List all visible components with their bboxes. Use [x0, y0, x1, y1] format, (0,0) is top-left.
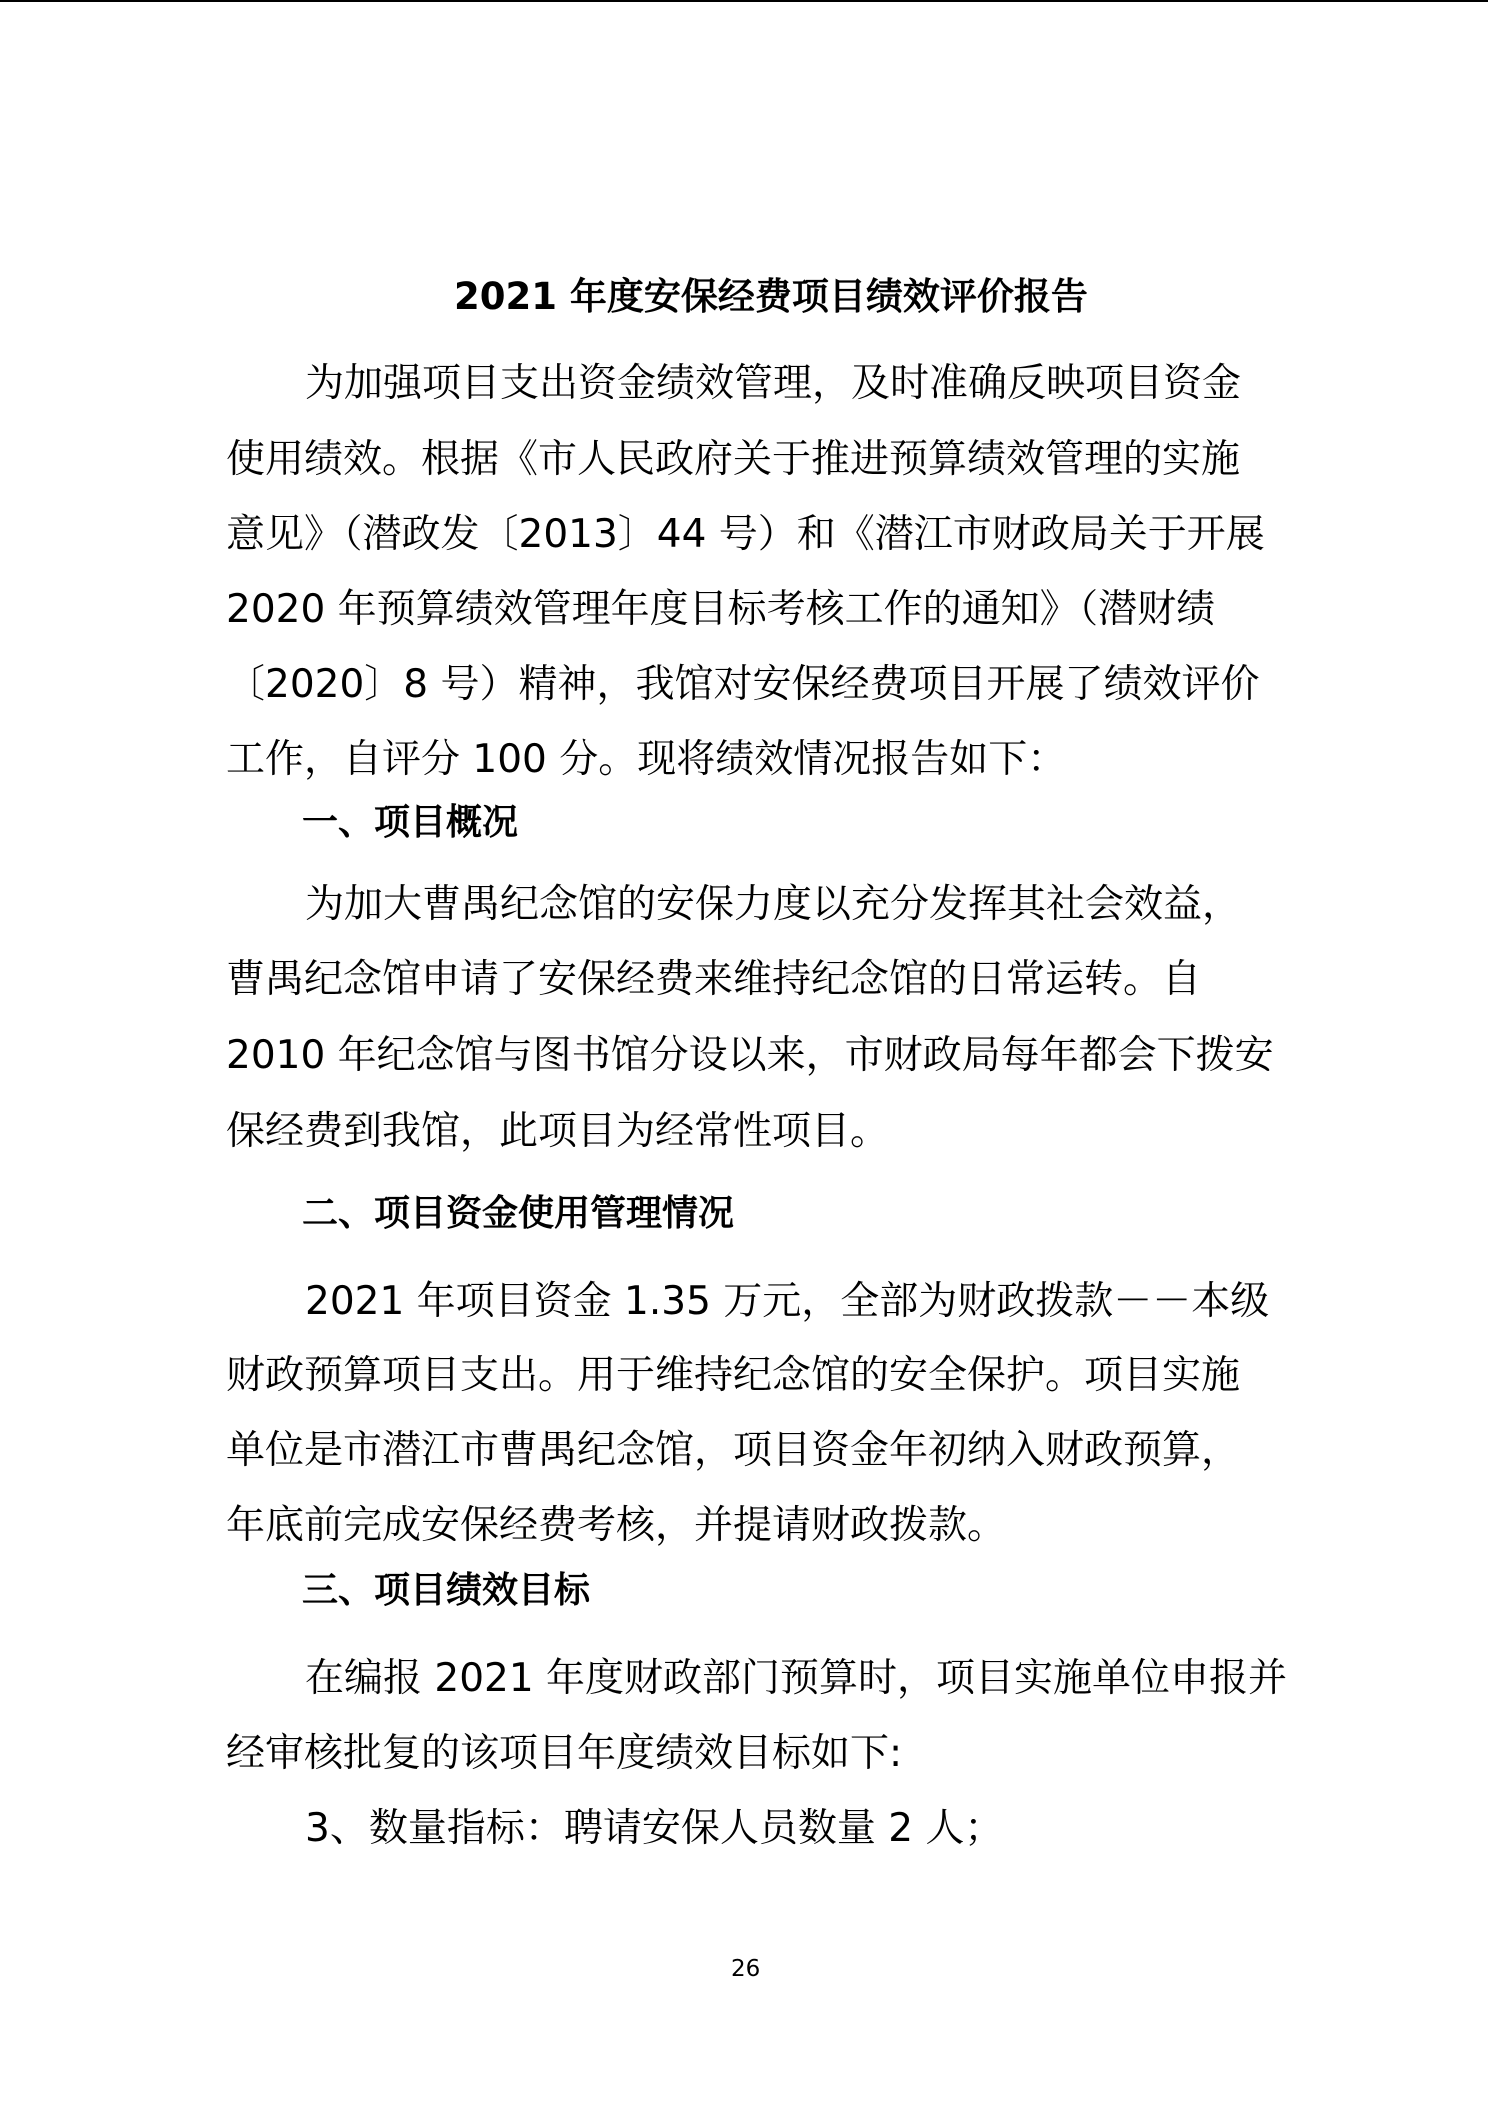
intro-line-1: 为加强项目支出资金绩效管理，及时准确反映项目资金 [305, 361, 1242, 406]
section1-line-3: 2010 年纪念馆与图书馆分设以来，市财政局每年都会下拨安 [226, 1033, 1274, 1078]
intro-line-4: 2020 年预算绩效管理年度目标考核工作的通知》（潜财绩 [226, 587, 1216, 632]
page-top-border [0, 0, 1488, 2]
intro-line-5: 〔2020〕8 号）精神，我馆对安保经费项目开展了绩效评价 [226, 662, 1260, 707]
document-title: 2021 年度安保经费项目绩效评价报告 [454, 275, 1088, 318]
section3-list-item: 3、数量指标：聘请安保人员数量 2 人； [305, 1806, 1004, 1851]
intro-line-6: 工作，自评分 100 分。现将绩效情况报告如下： [226, 737, 1067, 782]
section-heading-2: 二、项目资金使用管理情况 [302, 1193, 735, 1234]
section2-line-4: 年底前完成安保经费考核，并提请财政拨款。 [226, 1503, 1007, 1548]
section-heading-1: 一、项目概况 [302, 802, 519, 843]
section2-line-2: 财政预算项目支出。用于维持纪念馆的安全保护。项目实施 [226, 1353, 1241, 1398]
section2-line-1: 2021 年项目资金 1.35 万元，全部为财政拨款－－本级 [305, 1279, 1270, 1324]
section1-line-4: 保经费到我馆，此项目为经常性项目。 [226, 1109, 890, 1154]
page-number: 26 [731, 1956, 761, 1982]
section3-line-1: 在编报 2021 年度财政部门预算时，项目实施单位申报并 [305, 1656, 1288, 1701]
section-heading-3: 三、项目绩效目标 [302, 1570, 591, 1611]
section3-line-2: 经审核批复的该项目年度绩效目标如下: [226, 1731, 903, 1776]
section2-line-3: 单位是市潜江市曹禺纪念馆，项目资金年初纳入财政预算， [226, 1428, 1241, 1473]
intro-line-2: 使用绩效。根据《市人民政府关于推进预算绩效管理的实施 [226, 437, 1241, 482]
section1-line-2: 曹禺纪念馆申请了安保经费来维持纪念馆的日常运转。自 [226, 957, 1202, 1002]
section1-line-1: 为加大曹禺纪念馆的安保力度以充分发挥其社会效益， [305, 882, 1242, 927]
intro-line-3: 意见》（潜政发〔2013〕44 号）和《潜江市财政局关于开展 [226, 512, 1265, 557]
